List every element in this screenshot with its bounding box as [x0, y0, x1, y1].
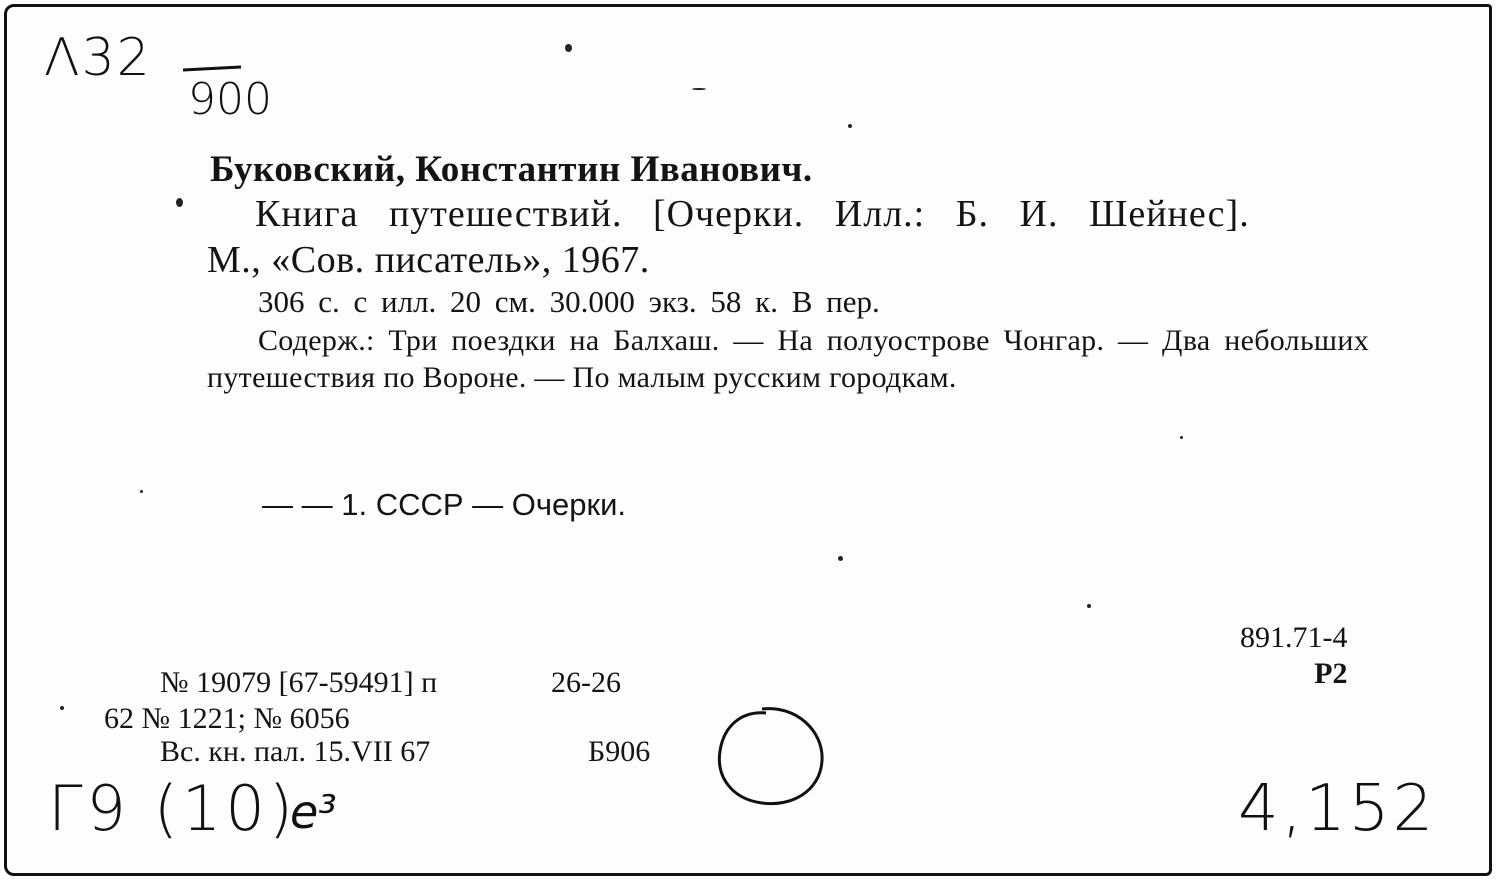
- record-code: 26-26: [551, 666, 621, 699]
- speck: [692, 88, 706, 90]
- order-numbers: 62 № 1221; № 6056: [104, 702, 350, 735]
- author-heading: Буковский, Константин Иванович.: [210, 149, 813, 190]
- chamber-registration: Вс. кн. пал. 15.VII 67: [160, 735, 431, 768]
- collation: 306 с. с илл. 20 см. 30.000 экз. 58 к. В пер.: [258, 284, 880, 319]
- author-mark: Р2: [1314, 657, 1348, 690]
- classification-number: 891.71-4: [1240, 621, 1348, 654]
- imprint: М., «Сов. писатель», 1967.: [207, 239, 650, 281]
- speck: [60, 706, 64, 710]
- speck: [848, 124, 852, 128]
- contents-note: Содерж.: Три поездки на Балхаш. — На полуострове Чонгар. — Два небольших путешествия по Вороне. — По малым русским городкам.: [207, 324, 1369, 394]
- print-code: Б906: [588, 735, 651, 768]
- classification-block: [1240, 620, 1348, 692]
- record-number: № 19079 [67-59491] п: [160, 666, 438, 699]
- speck: [838, 556, 843, 561]
- speck: [140, 490, 143, 493]
- book-title: Книга путешествий. [Очерки. Илл.: Б. И. Шейнес].: [255, 193, 1250, 235]
- subject-heading: — — 1. СССР — Очерки.: [262, 487, 626, 522]
- handwritten-bottom-left: Г9 (10): [48, 772, 297, 845]
- speck: [176, 198, 183, 207]
- handwritten-bottom-right: 4,152: [1238, 772, 1437, 846]
- handwritten-shelf-mark: Λ32: [44, 28, 152, 88]
- speck: [1087, 604, 1091, 608]
- speck: [1180, 436, 1183, 439]
- hand-drawn-circle: [714, 703, 826, 809]
- handwritten-note: e³: [290, 785, 337, 839]
- speck: [565, 44, 572, 52]
- handwritten-shelf-number: 900: [188, 74, 272, 125]
